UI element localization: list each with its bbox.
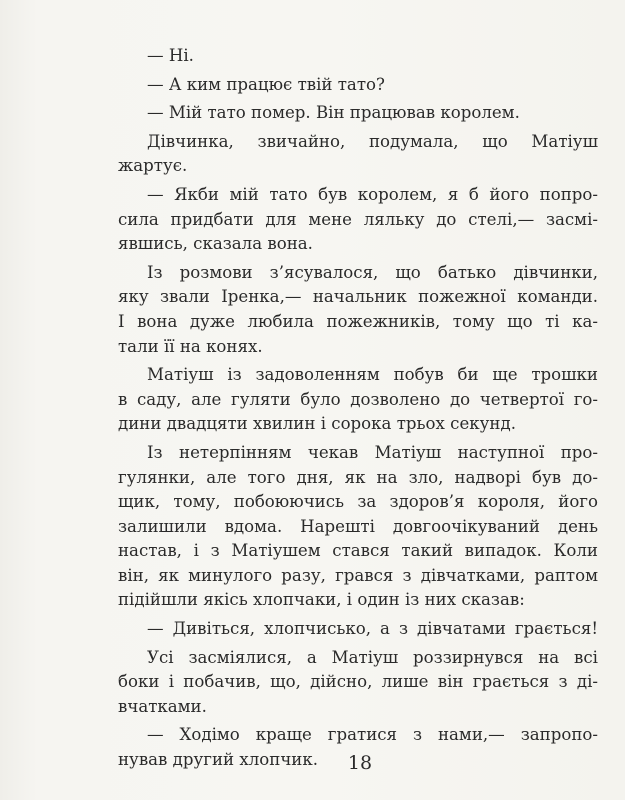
text-line: явшись, сказала вона. [118,234,313,254]
text-line: він, як минулого разу, грався з дівчатками, раптом [118,565,598,585]
text-line: підійшли якісь хлопчаки, і один із них сказав: [118,590,525,610]
text-line: І вона дуже любила пожежників, тому що ті ка- [118,311,598,331]
page-number: 18 [347,752,373,774]
body-text [118,44,598,773]
text-line: жартує. [118,156,188,176]
text-line: в саду, але гуляти було дозволено до четвертої го- [118,389,598,409]
text-line: залишили вдома. Нарешті довгоочікуваний день [118,516,598,536]
text-line: Із нетерпінням чекав Матіуш наступної про- [147,442,598,462]
text-line: настав, і з Матіушем стався такий випадок. Коли [118,541,598,561]
text-line: сила придбати для мене ляльку до стелі,— засмі- [118,209,598,229]
text-line: яку звали Іренка,— начальник пожежної команди. [118,287,598,307]
text-line: Усі засміялися, а Матіуш роззирнувся на всі [147,647,598,667]
text-line: — Якби мій тато був королем, я б його попро- [147,184,598,204]
text-line: тали її на конях. [118,336,263,356]
text-line: — Мій тато помер. Він працював королем. [147,103,520,123]
text-line: Дівчинка, звичайно, подумала, що Матіуш [147,131,598,151]
text-line: боки і побачив, що, дійсно, лише він грається з ді- [118,672,598,692]
text-line: — Ходімо краще гратися з нами,— запропо- [147,725,598,745]
text-line: — А ким працює твій тато? [147,74,385,94]
text-line: — Ні. [147,46,194,65]
text-line: нував другий хлопчик. [118,750,318,770]
text-line: Матіуш із задоволенням побув би ще трошки [147,365,598,385]
text-line: — Дивіться, хлопчисько, а з дівчатами грається! [147,619,598,639]
text-line: гулянки, але того дня, як на зло, надворі був до- [118,467,598,487]
text-line: Із розмови з’ясувалося, що батько дівчинки, [147,262,598,282]
text-line: вчатками. [118,696,207,716]
text-line: щик, тому, побоюючись за здоров’я короля, його [118,492,598,512]
text-line: дини двадцяти хвилин і сорока трьох секунд. [118,414,516,434]
